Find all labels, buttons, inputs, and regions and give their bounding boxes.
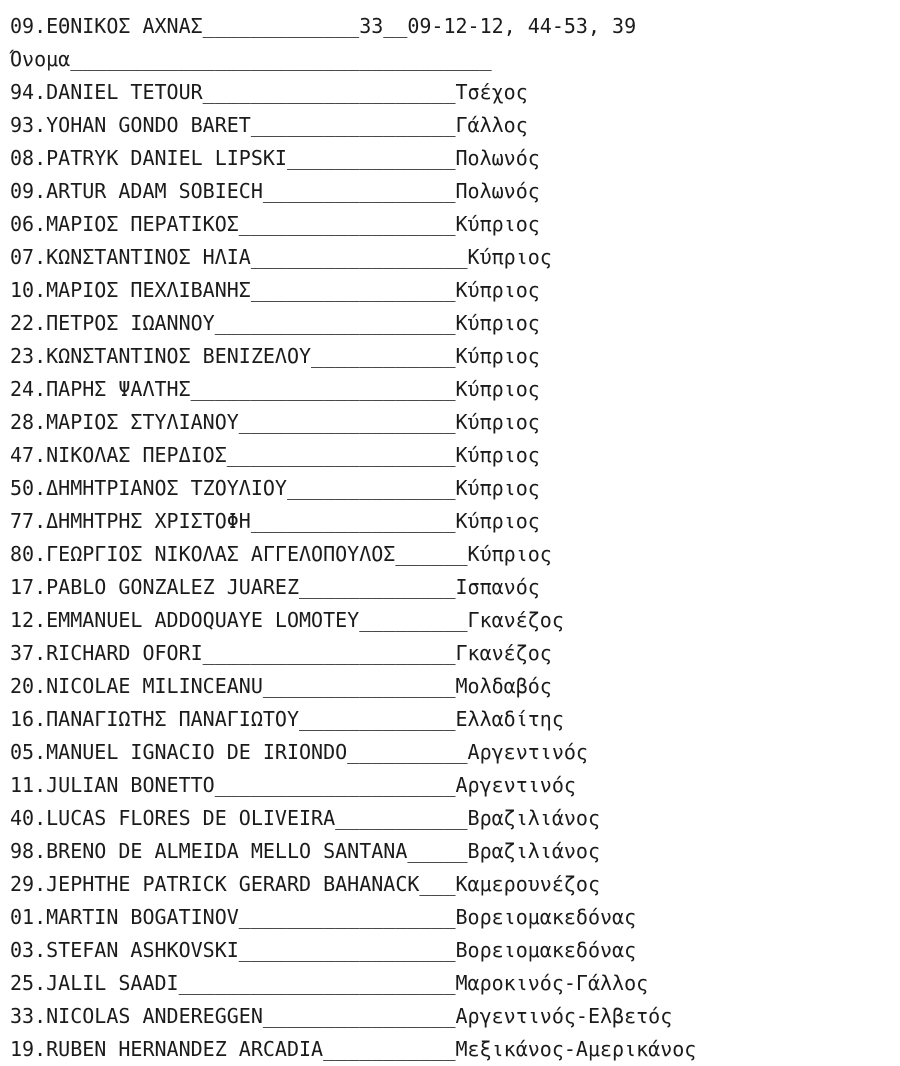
player-row: 20.NICOLAE MILINCEANU________________Μολδαβός xyxy=(10,674,552,698)
player-row: 22.ΠΕΤΡΟΣ ΙΩΑΝΝΟΥ____________________Κύπριος xyxy=(10,311,540,335)
player-row: 93.YOHAN GONDO BARET_________________Γάλλος xyxy=(10,113,528,137)
player-row: 10.ΜΑΡΙΟΣ ΠΕΧΛΙΒΑΝΗΣ_________________Κύπριος xyxy=(10,278,540,302)
player-row: 37.RICHARD OFORI_____________________Γκανέζος xyxy=(10,641,552,665)
name-label-line: Όνομα___________________________________ xyxy=(10,47,492,71)
player-list xyxy=(10,76,898,1066)
player-row: 05.MANUEL IGNACIO DE IRIONDO__________Αργεντινός xyxy=(10,740,588,764)
player-row: 01.MARTIN BOGATINOV__________________Βορειομακεδόνας xyxy=(10,905,637,929)
player-row: 06.ΜΑΡΙΟΣ ΠΕΡΑΤΙΚΟΣ__________________Κύπριος xyxy=(10,212,540,236)
player-row: 03.STEFAN ASHKOVSKI__________________Βορειομακεδόνας xyxy=(10,938,637,962)
team-header-line: 09.ΕΘΝΙΚΟΣ ΑΧΝΑΣ_____________33__09-12-12, 44-53, 39 xyxy=(10,14,637,38)
player-row: 77.ΔΗΜΗΤΡΗΣ ΧΡΙΣΤΟΦΗ_________________Κύπριος xyxy=(10,509,540,533)
player-row: 25.JALIL SAADI_______________________Μαροκινός-Γάλλος xyxy=(10,971,649,995)
player-row: 98.BRENO DE ALMEIDA MELLO SANTANA_____Βραζιλιάνος xyxy=(10,839,601,863)
player-row: 50.ΔΗΜΗΤΡΙΑΝΟΣ ΤΖΟΥΛΙΟΥ______________Κύπριος xyxy=(10,476,540,500)
player-row: 17.PABLO GONZALEZ JUAREZ_____________Ισπανός xyxy=(10,575,540,599)
player-row: 24.ΠΑΡΗΣ ΨΑΛΤΗΣ______________________Κύπριος xyxy=(10,377,540,401)
player-row: 16.ΠΑΝΑΓΙΩΤΗΣ ΠΑΝΑΓΙΩΤΟΥ_____________Ελλαδίτης xyxy=(10,707,564,731)
player-row: 19.RUBEN HERNANDEZ ARCADIA___________Μεξικάνος-Αμερικάνος xyxy=(10,1037,697,1061)
player-row: 28.ΜΑΡΙΟΣ ΣΤΥΛΙΑΝΟΥ__________________Κύπριος xyxy=(10,410,540,434)
player-row: 29.JEPHTHE PATRICK GERARD BAHANACK___Καμερουνέζος xyxy=(10,872,601,896)
player-row: 40.LUCAS FLORES DE OLIVEIRA___________Βραζιλιάνος xyxy=(10,806,601,830)
roster-document xyxy=(10,10,898,1066)
player-row: 07.ΚΩΝΣΤΑΝΤΙΝΟΣ ΗΛΙΑ__________________Κύπριος xyxy=(10,245,552,269)
player-row: 08.PATRYK DANIEL LIPSKI______________Πολωνός xyxy=(10,146,540,170)
player-row: 80.ΓΕΩΡΓΙΟΣ ΝΙΚΟΛΑΣ ΑΓΓΕΛΟΠΟΥΛΟΣ______Κύπριος xyxy=(10,542,552,566)
player-row: 23.ΚΩΝΣΤΑΝΤΙΝΟΣ ΒΕΝΙΖΕΛΟΥ____________Κύπριος xyxy=(10,344,540,368)
player-row: 11.JULIAN BONETTO____________________Αργεντινός xyxy=(10,773,576,797)
player-row: 47.ΝΙΚΟΛΑΣ ΠΕΡΔΙΟΣ___________________Κύπριος xyxy=(10,443,540,467)
player-row: 94.DANIEL TETOUR_____________________Τσέχος xyxy=(10,80,528,104)
player-row: 09.ARTUR ADAM SOBIECH________________Πολωνός xyxy=(10,179,540,203)
player-row: 12.EMMANUEL ADDOQUAYE LOMOTEY_________Γκανέζος xyxy=(10,608,564,632)
player-row: 33.NICOLAS ANDEREGGEN________________Αργεντινός-Ελβετός xyxy=(10,1004,673,1028)
